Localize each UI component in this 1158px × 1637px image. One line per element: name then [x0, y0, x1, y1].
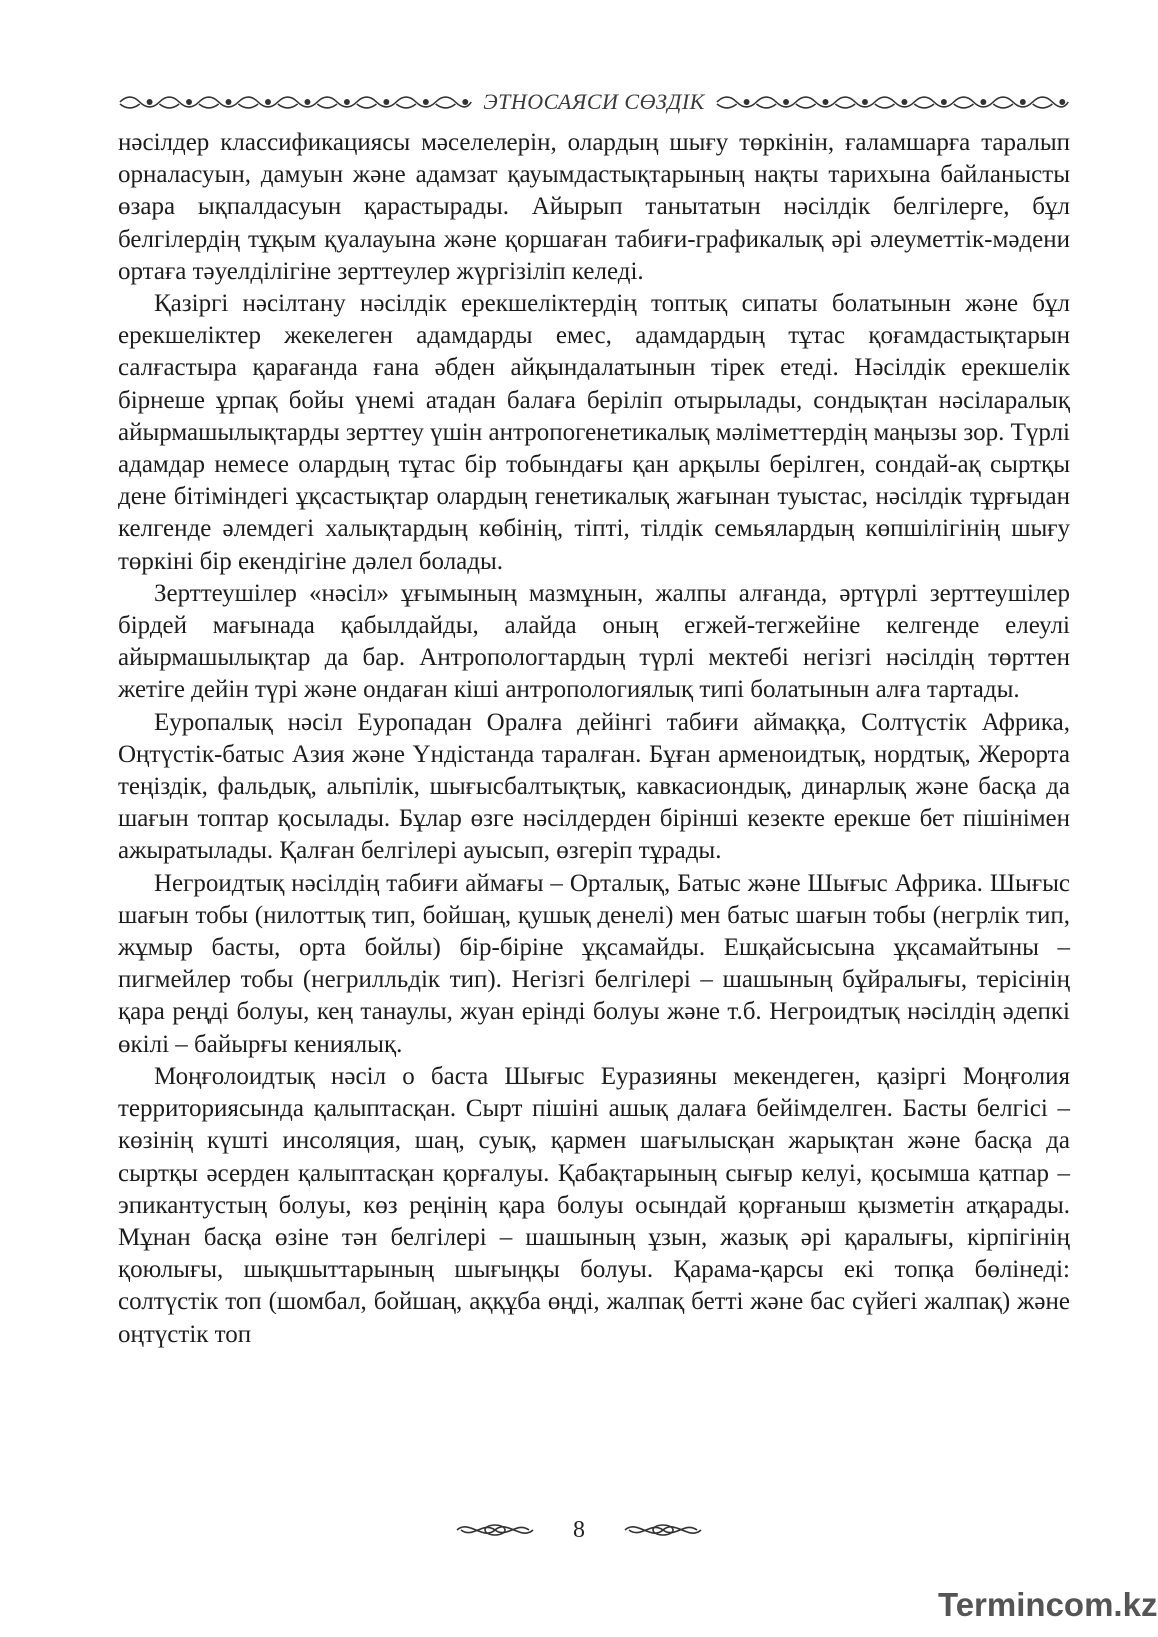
paragraph: Еуропалық нәсіл Еуропадан Оралға дейінгі табиғи аймаққа, Солтүстік Африка, Оңтүстік-батыс Азия және Үндістанда таралған. Бұған арменоидтық, нордтық, Жерорта теңіздік, фальдық, альпілік, шығысбалтықтық, кавкасиондық, динарлық және басқа да шағын топтар қосылады. Бұлар өзге нәсілдерден бірінші кезекте ерекше бет пішінімен ажыратылады. Қалған белгілері ауысып, өзгеріп тұрады. [118, 708, 1070, 865]
footer-flourish-right-icon [623, 1517, 703, 1543]
paragraph: Қазіргі нәсілтану нәсілдік ерекшеліктердің топтық сипаты болатынын және бұл ерекшеліктер жекелеген адамдарды емес, адамдардың тұтас қоғамдастықтарын салғастыра қарағанда ғана әбден айқындалатынын тірек етеді. Нәсілдік ерекшелік бірнеше ұрпақ бойы үнемі атадан балаға беріліп отырылады, сондықтан нәсіларалық айырмашылықтарды зерттеу үшін антропогенетикалық мәліметтердің маңызы зор. Түрлі адамдар немесе олардың тұтас бір тобындағы қан арқылы берілген, сондай-ақ сыртқы дене бітіміндегі ұқсастықтар олардың генетикалық жағынан туыстас, нәсілдік тұрғыдан келгенде әлемдегі халықтардың көбінің, тіпті, тілдік семьялардың көпшілігінің шығу төркіні бір екендігіне дәлел болады. [118, 290, 1070, 575]
paragraph: Негроидтық нәсілдің табиғи аймағы – Орталық, Батыс және Шығыс Африка. Шығыс шағын тобы (нилоттық тип, бойшаң, қушық денелі) мен батыс шағын тобы (негрлік тип, жұмыр басты, орта бойлы) бір-біріне ұқсамайды. Ешқайсысына ұқсамайтыны – пигмейлер тобы (негрилльдік тип). Негізгі белгілері – шашының бұйралығы, терісінің қара реңді болуы, кең танаулы, жуан ерінді болуы және т.б. Негроидтық нәсілдің әдепкі өкілі – байырғы кениялық. [118, 869, 1070, 1058]
page-footer [0, 1512, 1158, 1548]
running-header [118, 88, 1070, 116]
ornament-right-icon [715, 90, 1070, 114]
ornament-left-icon [118, 90, 473, 114]
paragraph: нәсілдер классификациясы мәселелерін, олардың шығу төркінін, ғаламшарға таралып орналасуын, дамуын және адамзат қауымдастықтарының нақты тарихына байланысты өзара ықпалдасуын қарастырады. Айырып танытатын нәсілдік белгілерге, бұл белгілердің тұқым қуалауына және қоршаған табиғи-графикалық әрі әлеуметтік-мәдени ортаға тәуелділігіне зерттеулер жүргізіліп келеді. [118, 129, 1070, 285]
page-number: 8 [573, 1516, 585, 1543]
header-title: ЭТНОСАЯСИ СӨЗДІК [483, 89, 705, 114]
paragraph: Моңғолоидтық нәсіл о баста Шығыс Еуразияны мекендеген, қазіргі Моңғолия территориясында қалыптасқан. Сырт пішіні ашық далаға бейімделген. Басты белгісі – көзінің күшті инсоляция, шаң, суық, қармен шағылысқан жарықтан және басқа да сыртқы әсерден қалыптасқан қорғалуы. Қабақтарының сығыр келуі, қосымша қатпар – эпикантустың болуы, көз реңінің қара болуы осындай қорғаныш қызметін атқарады. Мұнан басқа өзіне тән белгілері – шашының ұзын, жазық әрі қаралығы, кірпігінің қоюлығы, шықшыттарының шығыңқы болуы. Қарама-қарсы екі топқа бөлінеді: солтүстік топ (шомбал, бойшаң, аққұба өңді, жалпақ бетті және бас сүйегі жалпақ) және оңтүстік топ [118, 1062, 1070, 1348]
paragraph: Зерттеушілер «нәсіл» ұғымының мазмұнын, жалпы алғанда, әртүрлі зерттеушілер бірдей мағынада қабылдайды, алайда оның егжей-тегжейіне келгенде елеулі айырмашылықтар да бар. Антропологтардың түрлі мектебі негізгі нәсілдің төрттен жетіге дейін түрі және ондаған кіші антропологиялық типі болатынын алға тартады. [118, 579, 1070, 704]
watermark-text: Termincom.kz [938, 1586, 1158, 1623]
site-watermark [938, 1583, 1158, 1627]
body-text [118, 127, 1070, 1351]
footer-flourish-left-icon [455, 1517, 535, 1543]
